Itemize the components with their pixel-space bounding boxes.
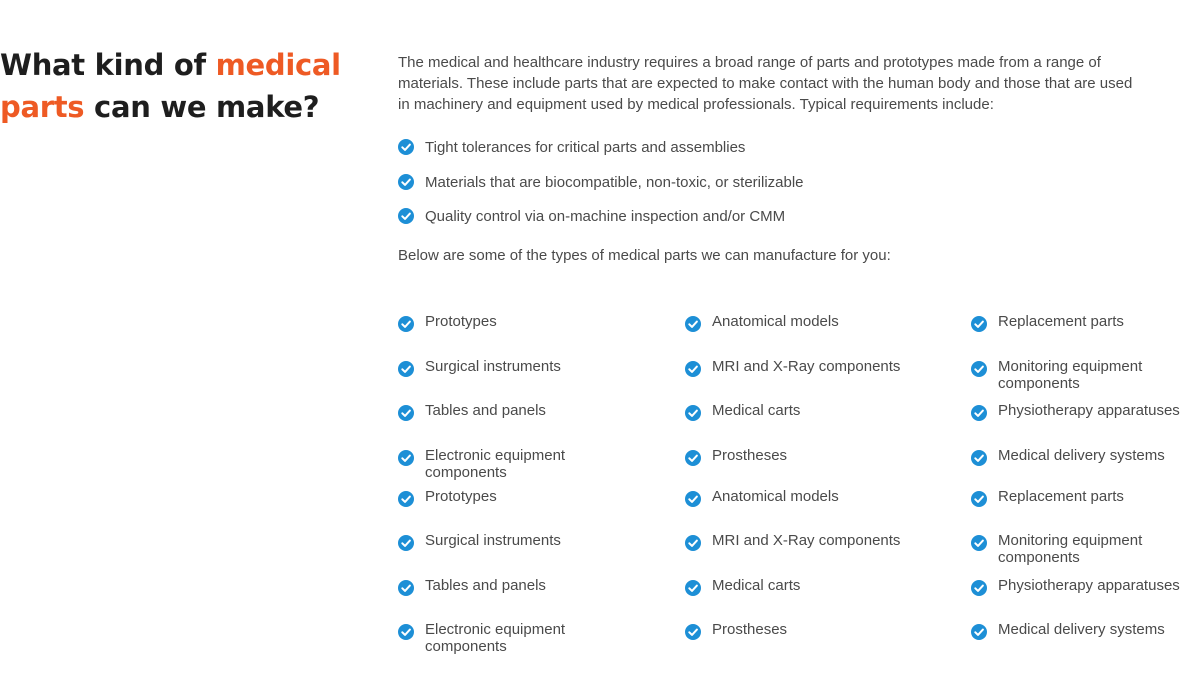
part-label: Tables and panels: [425, 402, 546, 419]
part-label: Monitoring equipment components: [998, 358, 1143, 392]
part-label: Medical carts: [712, 577, 801, 594]
part-label: Electronic equipment components: [425, 621, 566, 655]
part-label: Surgical instruments: [425, 532, 561, 549]
intro-paragraph: The medical and healthcare industry requires a broad range of parts and prototypes made from a range of materials. These include parts that are expected to make contact with the human body and those that are used in machinery and equipment used by medical professionals. Typical requirements include:: [398, 54, 1133, 113]
part-label: Physiotherapy apparatuses: [998, 577, 1180, 594]
check-circle-icon: [685, 491, 701, 507]
check-circle-icon: [971, 361, 987, 377]
check-circle-icon: [398, 405, 414, 421]
part-label: Monitoring equipment components: [998, 532, 1143, 566]
check-circle-icon: [971, 450, 987, 466]
check-circle-icon: [398, 450, 414, 466]
requirement-text: Materials that are biocompatible, non-toxic, or sterilizable: [425, 173, 804, 191]
part-label: Replacement parts: [998, 313, 1124, 330]
check-circle-icon: [398, 491, 414, 507]
check-circle-icon: [971, 624, 987, 640]
part-label: Prototypes: [425, 488, 497, 505]
part-label: Replacement parts: [998, 488, 1124, 505]
check-circle-icon: [398, 316, 414, 332]
part-label: Prostheses: [712, 447, 788, 464]
part-label: Anatomical models: [712, 488, 839, 505]
part-label: MRI and X-Ray components: [712, 358, 901, 375]
part-label: Electronic equipment components: [425, 447, 566, 481]
check-circle-icon: [971, 405, 987, 421]
check-circle-icon: [971, 316, 987, 332]
check-circle-icon: [971, 535, 987, 551]
requirement-text: Quality control via on-machine inspection and/or CMM: [425, 208, 786, 225]
section-heading: [0, 44, 360, 128]
check-circle-icon: [685, 580, 701, 596]
check-circle-icon: [685, 450, 701, 466]
check-circle-icon: [685, 316, 701, 332]
check-circle-icon: [971, 491, 987, 507]
part-label: Medical delivery systems: [998, 447, 1165, 464]
part-label: Anatomical models: [712, 313, 839, 330]
check-circle-icon: [685, 361, 701, 377]
check-circle-icon: [398, 361, 414, 377]
check-circle-icon: [685, 624, 701, 640]
check-circle-icon: [398, 624, 414, 640]
check-circle-icon: [685, 535, 701, 551]
check-circle-icon: [398, 535, 414, 551]
heading-text-start: What kind of: [0, 48, 216, 82]
part-label: Physiotherapy apparatuses: [998, 402, 1180, 419]
parts-intro: Below are some of the types of medical parts we can manufacture for you:: [398, 247, 891, 264]
heading-accent: medical parts: [0, 48, 341, 124]
part-label: Prototypes: [425, 313, 497, 330]
part-label: Medical carts: [712, 402, 801, 419]
part-label: Medical delivery systems: [998, 621, 1165, 638]
parts-grid: [398, 0, 1198, 675]
part-label: Surgical instruments: [425, 358, 561, 375]
check-circle-icon: [971, 580, 987, 596]
check-circle-icon: [685, 405, 701, 421]
heading-text-end: can we make?: [84, 90, 320, 124]
part-label: Prostheses: [712, 621, 788, 638]
check-circle-icon: [398, 580, 414, 596]
requirement-text: Tight tolerances for critical parts and assemblies: [425, 139, 746, 156]
part-label: Tables and panels: [425, 577, 546, 594]
part-label: MRI and X-Ray components: [712, 532, 901, 549]
